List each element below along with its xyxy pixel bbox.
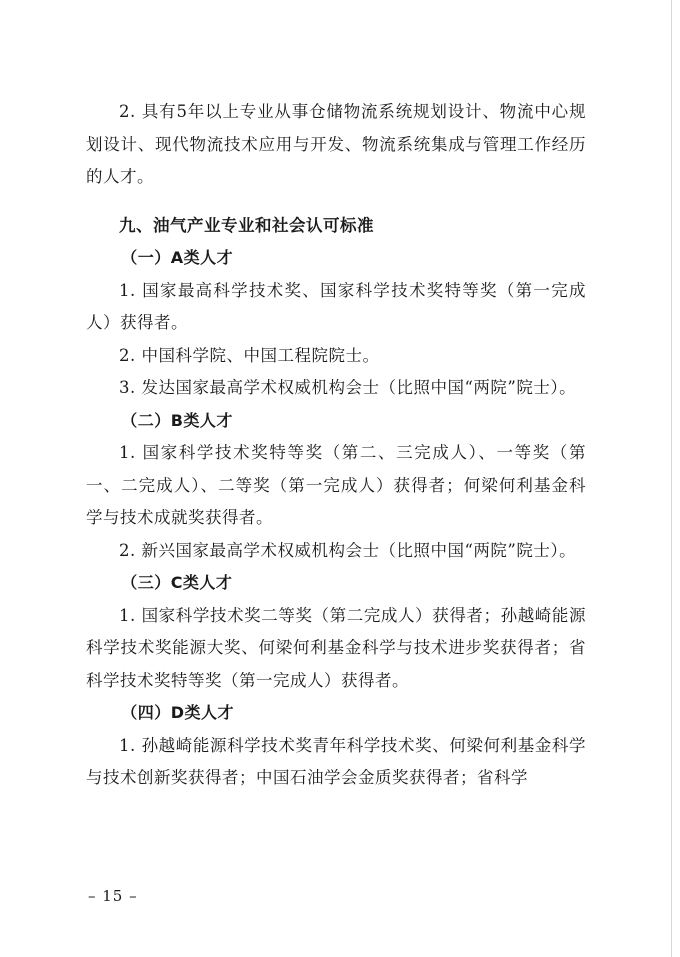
category-b-heading: （二）B类人才	[121, 410, 233, 430]
category-a-item-3: 3. 发达国家最高学术权威机构会士（比照中国“两院”院士）。	[119, 378, 577, 397]
category-b-item-2: 2. 新兴国家最高学术权威机构会士（比照中国“两院”院士）。	[119, 540, 577, 560]
category-c-item-1: 1. 国家科学技术奖二等奖（第二完成人）获得者；孙越崎能源科学技术奖能源大奖、何梁何利基金科学与技术进步奖获得者；省科学技术奖特等奖（第一完成人）获得者。	[86, 605, 586, 690]
category-c-heading: （三）C类人才	[121, 573, 233, 592]
section-title: 九、油气产业专业和社会认可标准	[119, 215, 374, 235]
category-d-heading: （四）D类人才	[121, 703, 234, 722]
category-a-item-1: 1. 国家最高科学技术奖、国家科学技术奖特等奖（第一完成人）获得者。	[86, 280, 586, 332]
category-a-heading: （一）A类人才	[121, 248, 234, 267]
category-a-item-2: 2. 中国科学院、中国工程院院士。	[119, 345, 380, 365]
paragraph-logistics-item-2: 2. 具有5年以上专业从事仓储物流系统规划设计、物流中心规划设计、现代物流技术应用与开发、物流系统集成与管理工作经历的人才。	[86, 102, 586, 186]
category-d-item-1: 1. 孙越崎能源科学技术奖青年科学技术奖、何梁何利基金科学与技术创新奖获得者；中国石油学会金质奖获得者；省科学	[86, 735, 586, 787]
document-body	[86, 96, 586, 795]
section-spacer	[86, 194, 586, 210]
page-edge-line	[671, 0, 672, 957]
page-number: – 15 –	[88, 887, 138, 905]
category-b-item-1: 1. 国家科学技术奖特等奖（第二、三完成人）、一等奖（第一、二完成人）、二等奖（第一完成人）获得者；何梁何利基金科学与技术成就奖获得者。	[86, 443, 586, 527]
